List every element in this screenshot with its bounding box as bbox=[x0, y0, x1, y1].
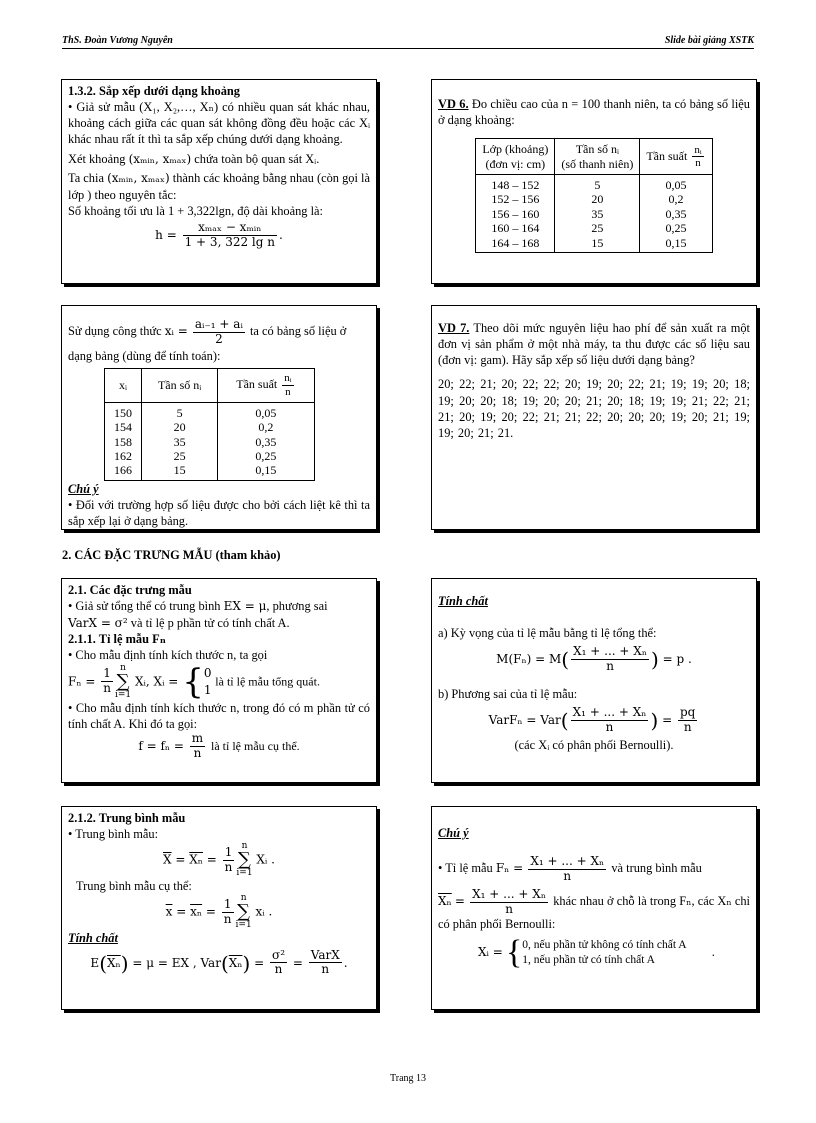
box-example-7 bbox=[431, 305, 757, 530]
box7-p2: Trung bình mẫu cụ thể: bbox=[76, 879, 192, 894]
box7-sub: Tính chất bbox=[68, 931, 118, 946]
page-header bbox=[62, 34, 754, 49]
box7-title: 2.1.2. Trung bình mẫu bbox=[68, 811, 186, 825]
box1-p1: • Giả sử mẫu (X₁, X₂,…, Xₙ) có nhiều quan sát khác nhau, khoảng cách giữa các quan sát không đồng đều hoặc các Xᵢ khác nhau rất ít thì ta sắp xếp chúng dưới dạng khoảng. bbox=[68, 100, 370, 147]
box5-sub: 2.1.1. Tỉ lệ mẫu Fₙ bbox=[68, 632, 167, 647]
box6-formula-b: VarFₙ = Var( $\frac{\text{X₁ + ... + Xₙ}}{n}$ ) = $\frac{pq}{n}$ bbox=[488, 704, 696, 734]
midpoint-table bbox=[104, 368, 315, 480]
box4-data: 20; 22; 21; 20; 22; 22; 20; 19; 20; 22; 21; 19; 19; 20; 18; 19; 20; 20; 18; 19; 20; 20; 21; 20; 18; 19; 19; 21; 22; 21; 21; 20; 19; 20; 22; 21; 21; 22; 20; 20; 20; 19; 20; 21; 19; 19; 20; 21; 21. bbox=[438, 377, 750, 440]
box5-title: 2.1. Các đặc trưng mẫu bbox=[68, 583, 192, 597]
table-row: 148 – 152 5 0,05 bbox=[476, 175, 712, 193]
box1-p4: Số khoảng tối ưu là 1 + 3,322lgn, độ dài khoảng là: bbox=[68, 203, 323, 218]
box4-text: VD 7. Theo dõi mức nguyên liệu hao phí để sản xuất ra một đơn vị sản phẩm ở một nhà máy, ta thu được các số liệu sau (đơn vị: gam). Hãy sắp xếp số liệu dưới dạng bảng? bbox=[438, 321, 750, 368]
box1-title: 1.3.2. Sắp xếp dưới dạng khoảng bbox=[68, 84, 240, 98]
box1-formula: h = $\frac{\text{xₘₐₓ − xₘᵢₙ}}{\text{1 + 3, 322 lg n}}$ . bbox=[155, 219, 283, 249]
table-row: 162 25 0,25 bbox=[105, 449, 315, 463]
box8-title: Chú ý bbox=[438, 826, 469, 840]
box8-p2: $\overline{X_n}$ = $\frac{\text{X₁ + ... + Xₙ}}{n}$ khác nhau ở chỗ là trong Fₙ, các Xₙ chỉ có phân phối Bernoulli: bbox=[438, 886, 750, 932]
box5-p2: VarX = σ² và tỉ lệ p phần tử có tính chất A. bbox=[68, 615, 290, 630]
box6-b: b) Phương sai của tỉ lệ mẫu: bbox=[438, 686, 578, 701]
box2-text: VD 6. Đo chiều cao của n = 100 thanh niên, ta có bảng số liệu ở dạng khoảng: bbox=[438, 97, 751, 128]
box-midpoint-table bbox=[61, 305, 377, 530]
box6-title: Tính chất bbox=[438, 594, 488, 608]
box6-note: (các Xᵢ có phân phối Bernoulli). bbox=[514, 737, 674, 752]
table-row: 164 – 168 15 0,15 bbox=[476, 236, 712, 253]
box3-note: • Đối với trường hợp số liệu được cho bởi cách liệt kê thì ta sắp xếp lại ở dạng bảng. bbox=[68, 497, 370, 528]
box-interval-grouping bbox=[61, 79, 377, 284]
box6-a: a) Kỳ vọng của tỉ lệ mẫu bằng tỉ lệ tổng thể: bbox=[438, 626, 657, 641]
table-row: 150 5 0,05 bbox=[105, 402, 315, 420]
table-header-row: xᵢ Tần số nᵢ Tần suất $\frac{\text{nᵢ}}{n}$ bbox=[105, 369, 315, 402]
box8-p1: • Tỉ lệ mẫu Fₙ = $\frac{\text{X₁ + ... + Xₙ}}{n}$ và trung bình mẫu bbox=[438, 854, 702, 883]
box1-p3: Ta chia (xₘᵢₙ, xₘₐₓ) thành các khoảng bằng nhau (còn gọi là lớp ) theo nguyên tắc: bbox=[68, 171, 370, 202]
box5-formula-f: f = fₙ = $\frac{m}{n}$ là tỉ lệ mẫu cụ thể. bbox=[138, 730, 300, 760]
box6-formula-a: M(Fₙ) = M( $\frac{\text{X₁ + ... + Xₙ}}{n}$ ) = p . bbox=[496, 644, 692, 674]
box7-formula-3: $E(\overline{X_n}) = \mu$ = EX , $Var(\overline{X_n})$ = $\frac{\text{σ²}}{n}$ = $\frac{\text{VarX}}{n}$ . bbox=[90, 947, 348, 977]
box-sample-mean bbox=[61, 806, 377, 1010]
table-row: 152 – 156 20 0,2 bbox=[476, 192, 712, 206]
box-note-bernoulli bbox=[431, 806, 757, 1010]
box7-formula-1: $\overline{X} = \overline{X_n}$ = $\frac{1}{n}$ n ∑ i=1 Xᵢ . bbox=[163, 841, 275, 879]
table-row: 154 20 0,2 bbox=[105, 420, 315, 434]
box5-formula-F: Fₙ = $\frac{1}{n}$ n ∑ i=1 Xᵢ, Xᵢ = {0 1 là tỉ lệ mẫu tổng quát. bbox=[68, 661, 320, 702]
box5-p3: • Cho mẫu định tính kích thước n, ta gọi bbox=[68, 648, 268, 663]
box-proportion-properties bbox=[431, 578, 757, 783]
table-row: 158 35 0,35 bbox=[105, 435, 315, 449]
box8-formula: Xᵢ = {0, nếu phần tử không có tính chất A 1, nếu phần tử có tính chất A . bbox=[478, 934, 715, 972]
box7-p1: • Trung bình mẫu: bbox=[68, 827, 159, 842]
box3-note-title: Chú ý bbox=[68, 481, 99, 496]
page-footer: Trang 13 bbox=[389, 1073, 427, 1084]
section-title: 2. CÁC ĐẶC TRƯNG MẪU (tham khảo) bbox=[62, 548, 281, 562]
table-row: 160 – 164 25 0,25 bbox=[476, 221, 712, 235]
table-row: 156 – 160 35 0,35 bbox=[476, 207, 712, 221]
box5-p4: • Cho mẫu định tính kích thước n, trong đó có m phần tử có tính chất A. Khi đó ta gọi: bbox=[68, 700, 370, 731]
box5-p1: • Giả sử tổng thể có trung bình EX = μ, phương sai bbox=[68, 599, 328, 614]
table-header-row: Lớp (khoảng) (đơn vị: cm) Tần số nᵢ (số thanh niên) Tần suất $\frac{\text{nᵢ}}{n}$ bbox=[476, 139, 712, 175]
header-author: ThS. Đoàn Vương Nguyên bbox=[62, 35, 173, 46]
box3-p1: Sử dụng công thức xᵢ = $\frac{\text{aᵢ₋₁ + aᵢ}}{2}$ ta có bảng số liệu ở dạng bảng (dùng để tính toán): bbox=[68, 317, 347, 363]
box-example-6 bbox=[431, 79, 757, 284]
height-table bbox=[475, 138, 712, 253]
box1-p2: Xét khoảng (xₘᵢₙ, xₘₐₓ) chứa toàn bộ quan sát Xᵢ. bbox=[68, 151, 320, 166]
header-title: Slide bài giảng XSTK bbox=[664, 35, 754, 46]
table-row: 166 15 0,15 bbox=[105, 463, 315, 480]
box-sample-characteristics bbox=[61, 578, 377, 783]
box7-formula-2: $\overline{x} = \overline{x_n}$ = $\frac{1}{n}$ n ∑ i=1 xᵢ . bbox=[165, 893, 273, 931]
